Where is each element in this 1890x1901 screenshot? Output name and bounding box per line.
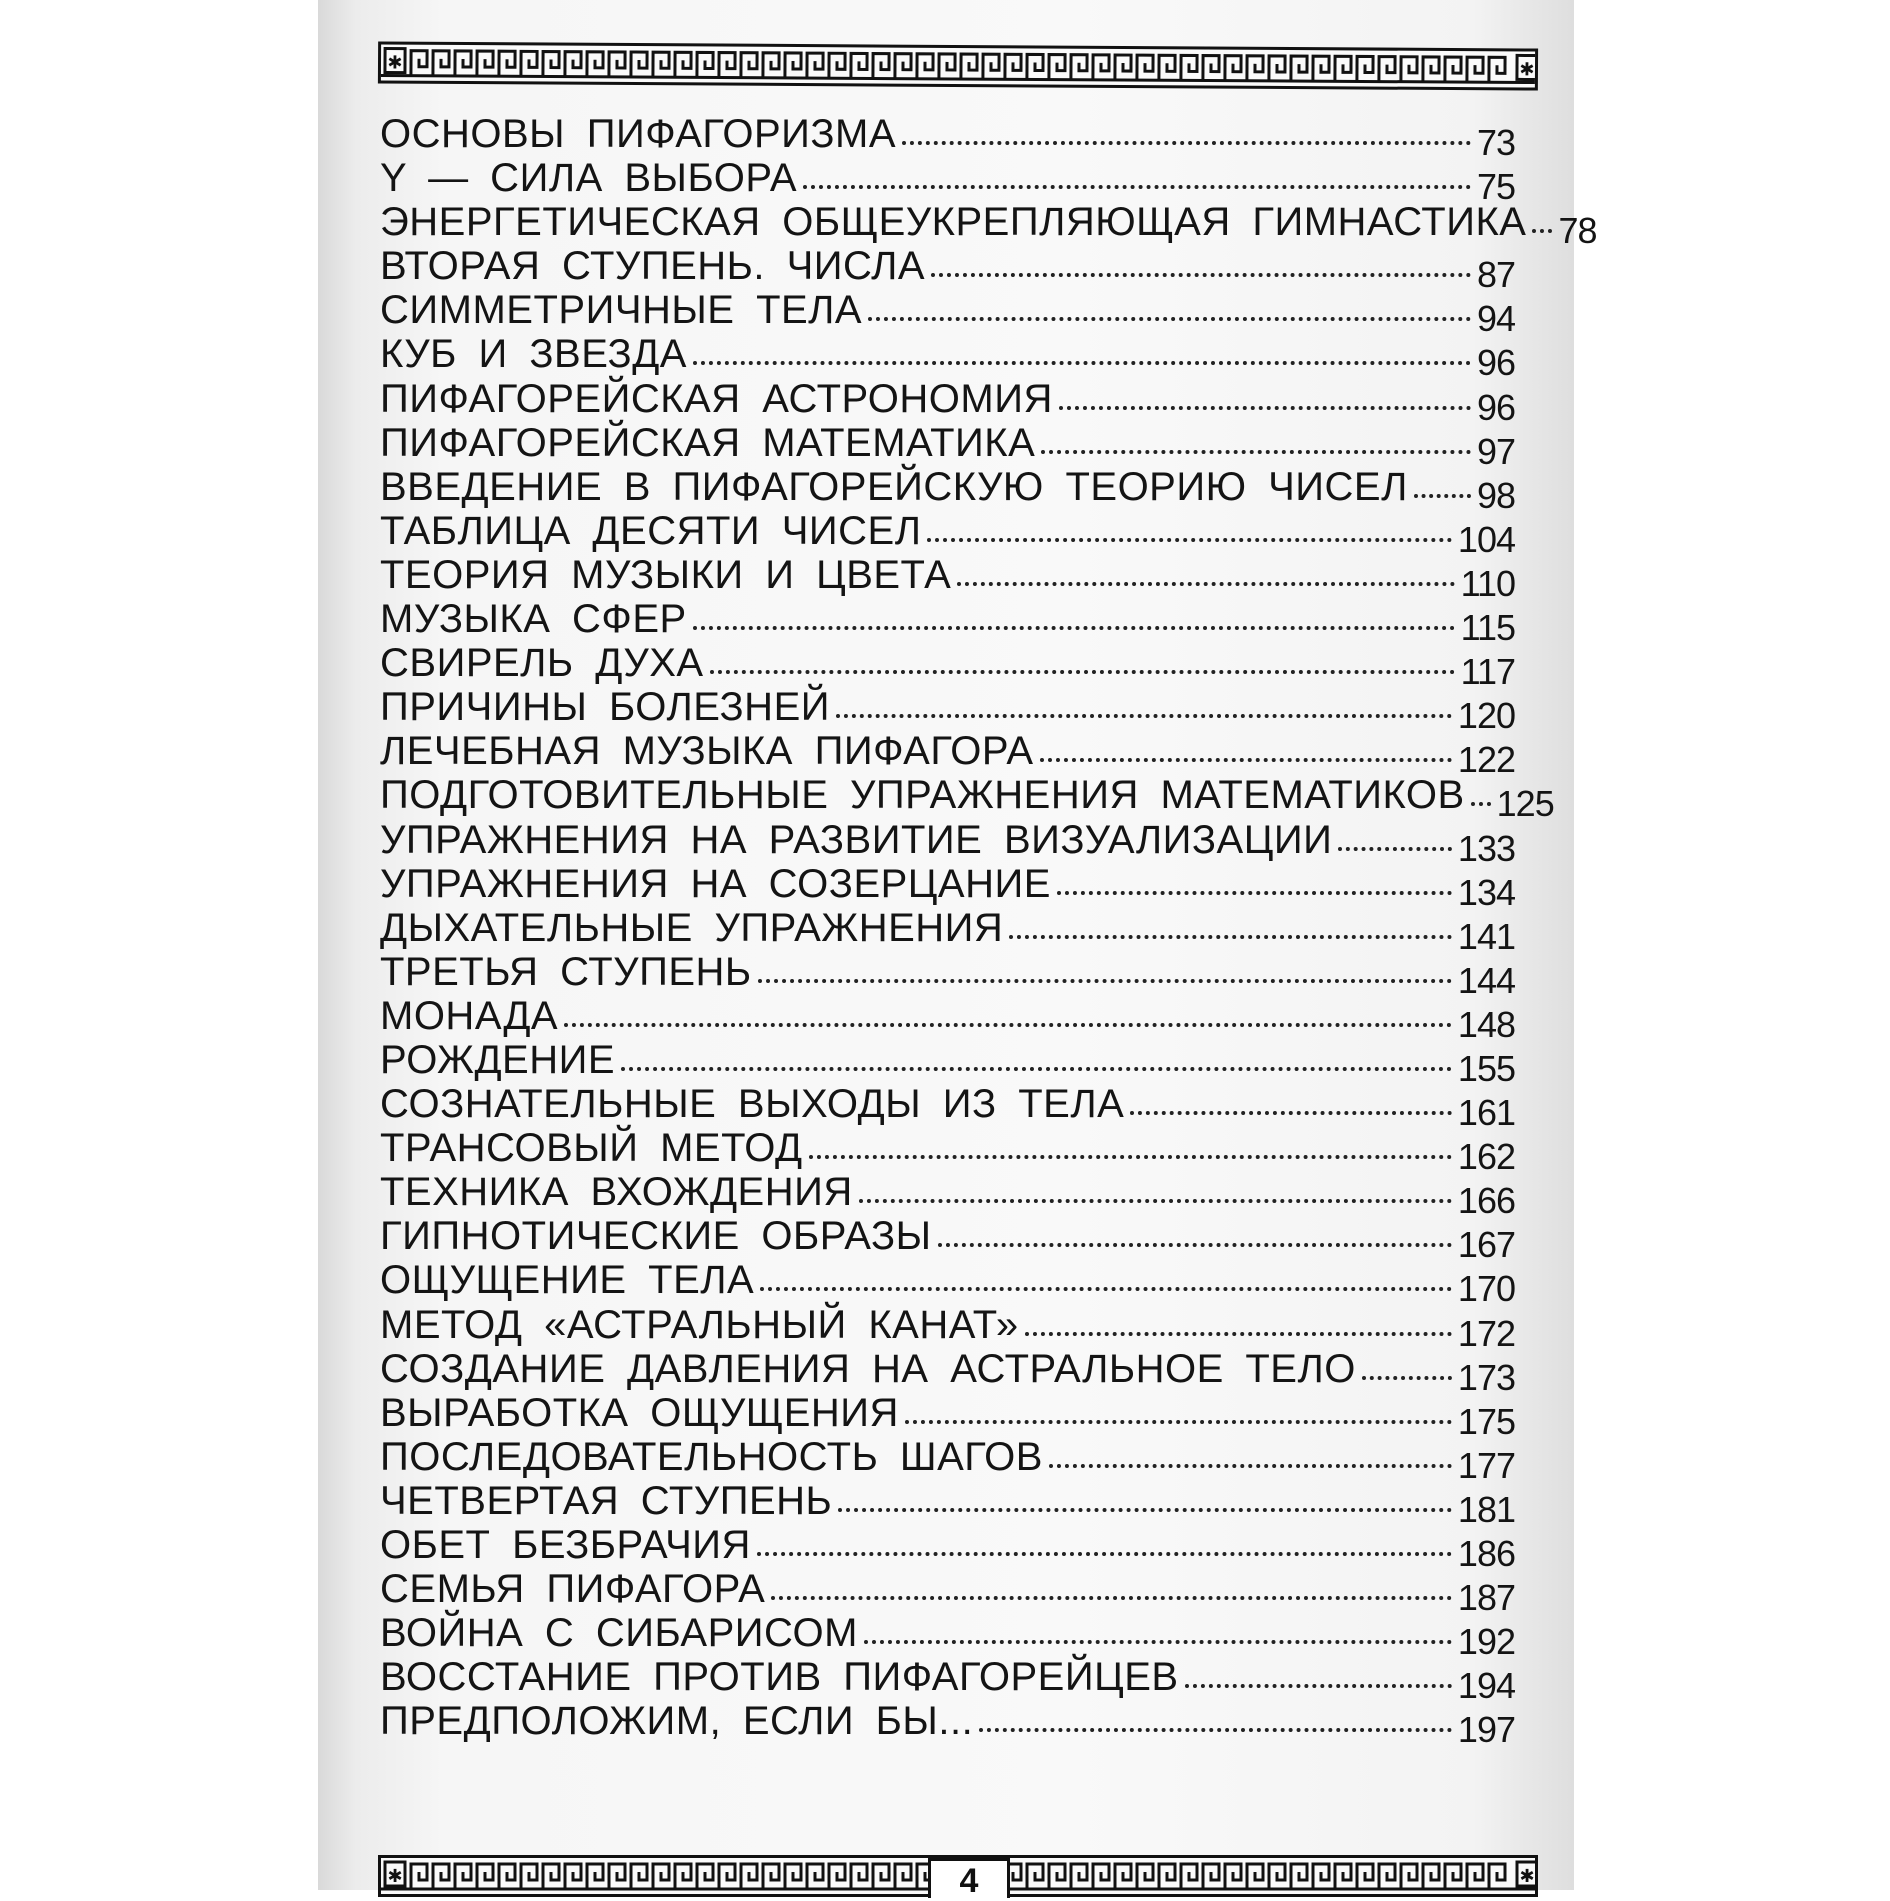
toc-entry-page: 172 [1457, 1312, 1515, 1354]
toc-dot-leader [868, 317, 1471, 321]
toc-dot-leader [710, 670, 1455, 674]
toc-dot-leader [1059, 406, 1471, 410]
toc-entry-page: 98 [1476, 474, 1515, 516]
toc-dot-leader [803, 185, 1471, 189]
toc-entry [380, 1082, 1515, 1134]
toc-dot-leader [1362, 1376, 1452, 1380]
toc-entry-title: ОБЕТ БЕЗБРАЧИЯ [380, 1523, 751, 1567]
toc-entry-page: 166 [1457, 1180, 1515, 1222]
toc-entry-page: 117 [1460, 651, 1515, 693]
toc-entry-title: МЕТОД «АСТРАЛЬНЫЙ КАНАТ» [380, 1302, 1019, 1347]
toc-entry-page: 122 [1457, 739, 1515, 781]
toc-entry-title: СЕМЬЯ ПИФАГОРА [380, 1567, 766, 1612]
page-number: 4 [928, 1858, 1010, 1898]
toc-entry-page: 194 [1457, 1665, 1515, 1707]
toc-entry [380, 200, 1597, 252]
toc-entry-title: СОЗНАТЕЛЬНЫЕ ВЫХОДЫ ИЗ ТЕЛА [380, 1082, 1125, 1127]
toc-entry-title: СИММЕТРИЧНЫЕ ТЕЛА [380, 288, 863, 333]
toc-dot-leader [1471, 802, 1491, 806]
toc-entry-title: ЛЕЧЕБНАЯ МУЗЫКА ПИФАГОРА [380, 729, 1034, 774]
toc-dot-leader [859, 1199, 1452, 1203]
toc-entry [380, 1170, 1515, 1222]
toc-entry-page: 167 [1457, 1224, 1515, 1266]
toc-entry-page: 170 [1457, 1268, 1515, 1310]
toc-entry-page: 96 [1476, 386, 1515, 428]
toc-entry-page: 173 [1457, 1356, 1515, 1398]
toc-entry-page: 97 [1476, 430, 1515, 472]
toc-entry [380, 1567, 1515, 1619]
toc-entry-title: ОСНОВЫ ПИФАГОРИЗМА [380, 112, 897, 156]
toc-entry-title: СОЗДАНИЕ ДАВЛЕНИЯ НА АСТРАЛЬНОЕ ТЕЛО [380, 1346, 1356, 1391]
corner-star-icon: ✱ [1519, 1866, 1535, 1887]
corner-star-icon: ✱ [387, 1866, 403, 1887]
toc-entry-page: 87 [1476, 254, 1515, 296]
toc-entry-page: 133 [1457, 827, 1515, 869]
toc-dot-leader [809, 1155, 1452, 1159]
toc-entry-title: ВЫРАБОТКА ОЩУЩЕНИЯ [380, 1390, 899, 1435]
toc-entry-title: ТРЕТЬЯ СТУПЕНЬ [380, 949, 752, 994]
toc-entry-page: 162 [1457, 1136, 1515, 1178]
toc-entry-page: 181 [1457, 1488, 1515, 1530]
toc-dot-leader [1025, 1332, 1452, 1336]
toc-entry-title: ПИФАГОРЕЙСКАЯ АСТРОНОМИЯ [380, 376, 1053, 421]
toc-entry-title: ПОДГОТОВИТЕЛЬНЫЕ УПРАЖНЕНИЯ МАТЕМАТИКОВ [380, 773, 1465, 818]
toc-entry [380, 1302, 1515, 1354]
toc-dot-leader [621, 1067, 1452, 1071]
toc-entry-page: 96 [1476, 342, 1515, 384]
toc-entry [380, 332, 1515, 384]
toc-entry-page: 110 [1460, 562, 1515, 604]
toc-dot-leader [564, 1023, 1452, 1027]
toc-entry [380, 905, 1515, 957]
toc-entry-title: ВОЙНА С СИБАРИСОМ [380, 1611, 858, 1656]
toc-entry-title: ТЕОРИЯ МУЗЫКИ И ЦВЕТА [380, 552, 952, 597]
toc-entry [380, 1214, 1515, 1266]
toc-entry-page: 186 [1457, 1533, 1515, 1574]
toc-dot-leader [758, 979, 1452, 983]
toc-entry-title: ВОССТАНИЕ ПРОТИВ ПИФАГОРЕЙЦЕВ [380, 1655, 1179, 1700]
toc-entry [380, 861, 1515, 913]
toc-entry-title: ОЩУЩЕНИЕ ТЕЛА [380, 1258, 755, 1303]
toc-entry [380, 508, 1515, 560]
toc-entry [380, 597, 1515, 649]
toc-dot-leader [931, 273, 1471, 277]
toc-entry-title: ТАБЛИЦА ДЕСЯТИ ЧИСЕЛ [380, 508, 922, 553]
toc-dot-leader [1009, 935, 1452, 939]
toc-entry [380, 817, 1515, 869]
toc-entry-page: 175 [1457, 1400, 1515, 1442]
toc-entry [380, 773, 1554, 825]
toc-entry [380, 729, 1515, 781]
toc-dot-leader [905, 1420, 1452, 1424]
toc-entry [380, 464, 1515, 516]
greek-key-border-top [378, 41, 1538, 90]
toc-entry [380, 993, 1515, 1045]
toc-entry-title: Y — СИЛА ВЫБОРА [380, 156, 798, 201]
toc-dot-leader [760, 1287, 1452, 1291]
toc-dot-leader [1532, 229, 1552, 233]
toc-entry [380, 1390, 1515, 1442]
corner-star-icon: ✱ [1519, 59, 1535, 81]
toc-entry [380, 685, 1515, 737]
toc-entry [380, 1434, 1515, 1486]
toc-dot-leader [938, 1243, 1452, 1247]
toc-entry [380, 1258, 1515, 1310]
toc-entry [380, 552, 1515, 604]
toc-entry [380, 1126, 1515, 1178]
toc-dot-leader [1414, 494, 1471, 498]
toc-entry-page: 120 [1457, 695, 1515, 737]
toc-dot-leader [979, 1728, 1452, 1732]
toc-entry [380, 420, 1515, 472]
toc-entry [380, 288, 1515, 340]
toc-entry-title: ГИПНОТИЧЕСКИЕ ОБРАЗЫ [380, 1214, 932, 1259]
toc-dot-leader [1040, 758, 1452, 762]
toc-entry-title: МОНАДА [380, 993, 559, 1038]
toc-dot-leader [1041, 450, 1471, 454]
toc-entry-page: 75 [1476, 166, 1515, 208]
toc-dot-leader [927, 538, 1451, 542]
toc-entry-title: РОЖДЕНИЕ [380, 1037, 616, 1082]
toc-entry [380, 1655, 1515, 1707]
toc-dot-leader [838, 1508, 1452, 1512]
toc-entry-title: ВВЕДЕНИЕ В ПИФАГОРЕЙСКУЮ ТЕОРИЮ ЧИСЕЛ [380, 464, 1408, 509]
toc-entry-title: КУБ И ЗВЕЗДА [380, 332, 687, 377]
toc-entry [380, 641, 1515, 693]
toc-entry-page: 155 [1457, 1047, 1515, 1089]
toc-entry [380, 1346, 1515, 1398]
toc-entry-page: 177 [1457, 1444, 1515, 1486]
toc-entry [380, 1523, 1515, 1574]
toc-entry-page: 115 [1460, 607, 1515, 649]
toc-entry-title: ЭНЕРГЕТИЧЕСКАЯ ОБЩЕУКРЕПЛЯЮЩАЯ ГИМНАСТИКА [380, 200, 1527, 245]
toc-entry-page: 141 [1457, 915, 1515, 957]
toc-dot-leader [757, 1552, 1452, 1556]
toc-entry [380, 1478, 1515, 1530]
toc-dot-leader [864, 1640, 1452, 1644]
toc-entry-title: ПИФАГОРЕЙСКАЯ МАТЕМАТИКА [380, 420, 1036, 465]
toc-dot-leader [1057, 891, 1452, 895]
toc-entry-page: 192 [1457, 1621, 1515, 1663]
toc-entry-page: 197 [1457, 1709, 1515, 1751]
toc-dot-leader [693, 361, 1471, 365]
toc-entry-page: 73 [1476, 122, 1515, 163]
toc-entry-page: 104 [1457, 518, 1515, 560]
toc-entry-page: 148 [1457, 1003, 1515, 1045]
toc-entry-title: УПРАЖНЕНИЯ НА СОЗЕРЦАНИЕ [380, 861, 1051, 906]
toc-entry-page: 144 [1457, 959, 1515, 1001]
toc-entry-page: 161 [1457, 1092, 1515, 1134]
toc-entry-title: ВТОРАЯ СТУПЕНЬ. ЧИСЛА [380, 244, 926, 289]
toc-entry-title: ПРИЧИНЫ БОЛЕЗНЕЙ [380, 685, 830, 730]
toc-entry [380, 1611, 1515, 1663]
toc-dot-leader [902, 141, 1471, 145]
toc-dot-leader [1338, 847, 1452, 851]
toc-entry [380, 1699, 1515, 1751]
toc-entry [380, 1037, 1515, 1089]
toc-entry [380, 156, 1515, 208]
toc-entry-page: 125 [1496, 783, 1554, 825]
toc-dot-leader [1185, 1684, 1452, 1688]
toc-entry-title: УПРАЖНЕНИЯ НА РАЗВИТИЕ ВИЗУАЛИЗАЦИИ [380, 817, 1333, 862]
toc-entry [380, 112, 1515, 163]
toc-entry-page: 94 [1476, 298, 1515, 340]
toc-entry [380, 376, 1515, 428]
toc-entry [380, 949, 1515, 1001]
toc-dot-leader [771, 1596, 1452, 1600]
toc-entry-title: ЧЕТВЕРТАЯ СТУПЕНЬ [380, 1478, 833, 1523]
toc-entry-title: ДЫХАТЕЛЬНЫЕ УПРАЖНЕНИЯ [380, 905, 1004, 950]
toc-dot-leader [1049, 1464, 1452, 1468]
toc-entry-title: ТРАНСОВЫЙ МЕТОД [380, 1126, 803, 1171]
toc-entry-title: ПРЕДПОЛОЖИМ, ЕСЛИ БЫ... [380, 1699, 974, 1744]
table-of-contents [380, 112, 1597, 1751]
toc-dot-leader [957, 582, 1454, 586]
toc-entry-title: МУЗЫКА СФЕР [380, 597, 687, 642]
toc-entry-title: ТЕХНИКА ВХОЖДЕНИЯ [380, 1170, 853, 1215]
toc-entry-page: 134 [1457, 871, 1515, 913]
toc-dot-leader [836, 714, 1452, 718]
toc-entry-title: СВИРЕЛЬ ДУХА [380, 641, 704, 686]
toc-entry-page: 78 [1558, 210, 1597, 252]
toc-entry [380, 244, 1515, 296]
toc-dot-leader [693, 626, 1455, 630]
toc-entry-page: 187 [1457, 1577, 1515, 1619]
toc-entry-title: ПОСЛЕДОВАТЕЛЬНОСТЬ ШАГОВ [380, 1434, 1043, 1479]
corner-star-icon: ✱ [387, 52, 403, 74]
toc-dot-leader [1130, 1111, 1452, 1115]
